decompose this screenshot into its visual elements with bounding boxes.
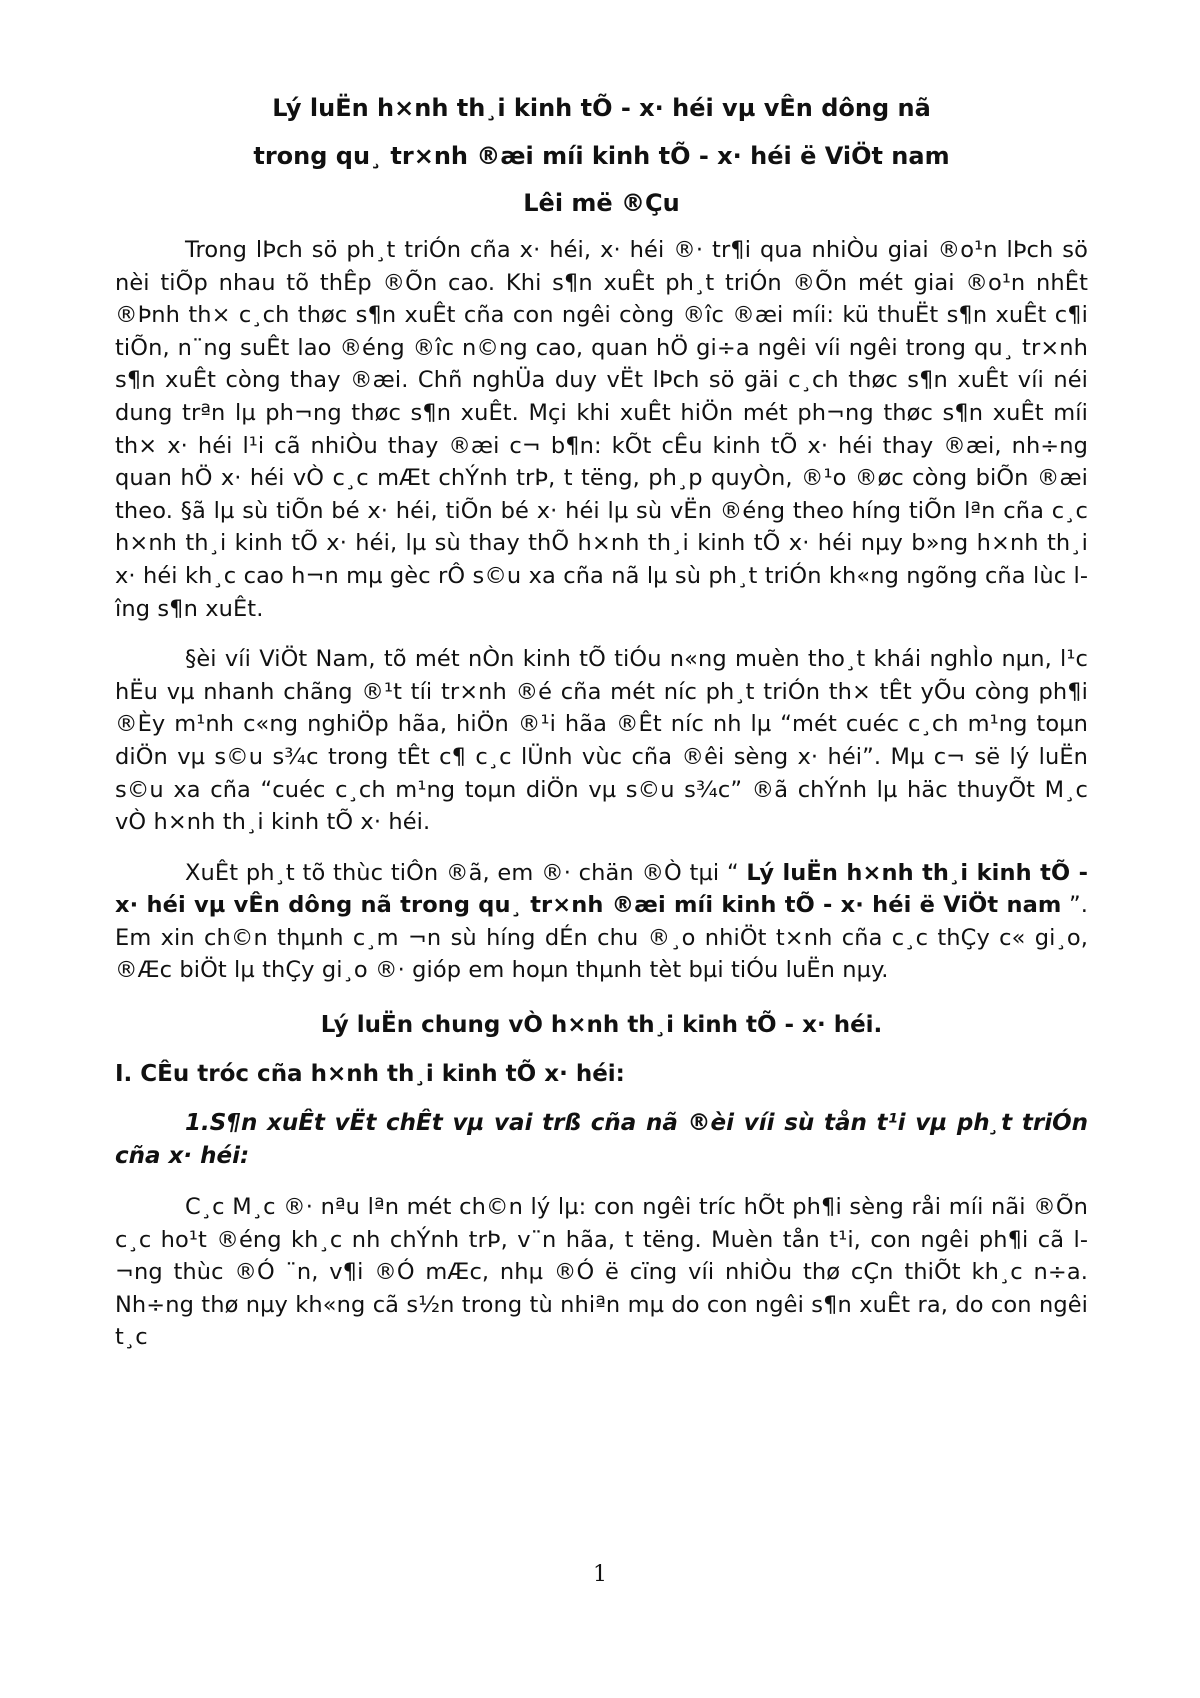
roman-numeral-heading: I. CÊu tróc cña h×nh th¸i kinh tÕ x· héi: [115, 1061, 625, 1088]
introduction-heading: Lêi më ®Çu [523, 189, 680, 217]
page-number: 1 [593, 1562, 607, 1587]
body-paragraph-1: Trong lÞch sö ph¸t triÓn cña x· héi, x· héi ®· tr¶i qua nhiÒu giai ®o¹n lÞch sö nèi tiÕp nhau tõ thÊp ®Õn cao. Khi s¶n xuÊt ph¸t triÓn ®Õn mét giai ®o¹n nhÊt ®Þnh th× c¸ch thøc s¶n xuÊt cña con ngêi còng ®îc ®æi míi: kü thuËt s¶n xuÊt c¶i tiÕn, n¨ng suÊt lao ®éng ®îc n©ng cao, quan hÖ gi÷a ngêi víi ngêi trong qu¸ tr×nh s¶n xuÊt còng thay ®æi. Chñ nghÜa duy vËt lÞch sö gäi c¸ch thøc s¶n xuÊt víi néi dung trªn lµ ph¬ng thøc s¶n xuÊt. Mçi khi xuÊt hiÖn mét ph¬ng thøc s¶n xuÊt míi th× x· héi l¹i cã nhiÒu thay ®æi c¬ b¶n: kÕt cÊu kinh tÕ x· héi thay ®æi, nh÷ng quan hÖ x· héi vÒ c¸c mÆt chÝnh trÞ, t tëng, ph¸p quyÒn, ®¹o ®øc còng biÕn ®æi theo. §ã lµ sù tiÕn bé x· héi, tiÕn bé x· héi lµ sù vËn ®éng theo híng tiÕn lªn cña c¸c h×nh th¸i kinh tÕ x· héi, lµ sù thay thÕ h×nh th¸i kinh tÕ x· héi nµy b»ng h×nh th¸i x· héi kh¸c cao h¬n mµ gèc rÔ s©u xa cña nã lµ sù ph¸t triÓn kh«ng ngõng cña lùc lîng s¶n xuÊt. [115, 237, 1088, 622]
body-paragraph-2: §èi víi ViÖt Nam, tõ mét nÒn kinh tÕ tiÓu n«ng muèn tho¸t khái nghÌo nµn, l¹c hËu vµ nhanh chãng ®¹t tíi tr×nh ®é cña mét níc ph¸t triÓn th× tÊt yÕu còng ph¶i ®Èy m¹nh c«ng nghiÖp hãa, hiÖn ®¹i hãa ®Êt níc nh lµ “mét cuéc c¸ch m¹ng toµn diÖn vµ s©u s¾c trong tÊt c¶ c¸c lÜnh vùc cña ®êi sèng x· héi”. Mµ c¬ së lý luËn s©u xa cña “cuéc c¸ch m¹ng toµn diÖn vµ s©u s¾c” ®ã chÝnh lµ häc thuyÕt M¸c vÒ h×nh th¸i kinh tÕ x· héi. [115, 646, 1088, 836]
paragraph-3-bold-topic: Lý luËn h×nh th¸i kinh tÕ - x· héi vµ vÊn dông nã trong qu¸ tr×nh ®æi míi kinh tÕ - x· héi ë ViÖt nam [115, 859, 1089, 919]
body-paragraph-4: C¸c M¸c ®· nªu lªn mét ch©n lý lµ: con ngêi tríc hÕt ph¶i sèng råi míi nãi ®Õn c¸c ho¹t ®éng kh¸c nh chÝnh trÞ, v¨n hãa, t tëng. Muèn tån t¹i, con ngêi ph¶i cã l¬ng thùc ®Ó ¨n, v¶i ®Ó mÆc, nhµ ®Ó ë cïng víi nhiÒu thø cÇn thiÕt kh¸c n÷a. Nh÷ng thø nµy kh«ng cã s½n trong tù nhiªn mµ do con ngêi s¶n xuÊt ra, do con ngêi t¸c [115, 1194, 1088, 1351]
paragraph-3-text-end: ”. Em xin ch©n thµnh c¸m ¬n sù híng dÉn chu ®¸o nhiÖt t×nh cña c¸c thÇy c« gi¸o, ®Æc biÖt lµ thÇy gi¸o ®· gióp em hoµn thµnh tèt bµi tiÓu luËn nµy. [115, 892, 1088, 984]
numbered-subheading: 1.S¶n xuÊt vËt chÊt vµ vai trß cña nã ®èi víi sù tån t¹i vµ ph¸t triÓn cña x· héi: [115, 1110, 1088, 1170]
paragraph-3-text-start: XuÊt ph¸t tõ thùc tiÔn ®ã, em ®· chän ®Ò tµi “ [185, 859, 747, 886]
document-title-line-1: Lý luËn h×nh th¸i kinh tÕ - x· héi vµ vÊn dông nã [272, 94, 931, 122]
body-paragraph-3 [115, 857, 1088, 987]
section-heading: Lý luËn chung vÒ h×nh th¸i kinh tÕ - x· héi. [320, 1012, 883, 1039]
document-title-line-2: trong qu¸ tr×nh ®æi míi kinh tÕ - x· héi ë ViÖt nam [253, 142, 950, 170]
